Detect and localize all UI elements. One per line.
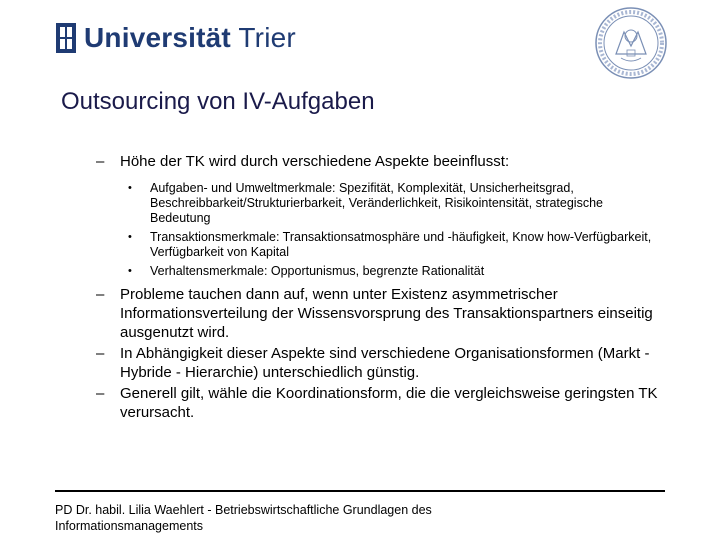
bullet-dash: –	[96, 153, 105, 170]
slide-body	[96, 152, 666, 424]
university-seal-icon	[594, 6, 668, 80]
sub-bullet-dot: •	[128, 231, 132, 243]
bullet-item	[96, 152, 666, 171]
bullet-text: Generell gilt, wähle die Koordinationsform, die die vergleichsweise geringsten TK verursacht.	[120, 385, 658, 421]
logo-word-trier: Trier	[238, 22, 296, 53]
sub-bullet-list	[126, 181, 666, 279]
bullet-text: Probleme tauchen dann auf, wenn unter Existenz asymmetrischer Informationsverteilung der Wissensvorsprung des Transaktionspartners einseitig ausgenutzt wird.	[120, 286, 653, 341]
sub-bullet-item	[126, 264, 666, 279]
bullet-text: Höhe der TK wird durch verschiedene Aspekte beeinflusst:	[120, 153, 510, 170]
bullet-dash: –	[96, 385, 105, 402]
logo-wordmark	[84, 22, 296, 54]
bullet-item	[96, 344, 666, 382]
sub-bullet-text: Verhaltensmerkmale: Opportunismus, begrenzte Rationalität	[150, 264, 485, 278]
university-logo	[56, 18, 296, 58]
sub-bullet-dot: •	[128, 182, 132, 194]
bullet-dash: –	[96, 345, 105, 362]
sub-bullet-item	[126, 230, 666, 260]
sub-bullet-text: Transaktionsmerkmale: Transaktionsatmosphäre und -häufigkeit, Know how-Verfügbarkeit, Verfügbarkeit von Kapital	[150, 230, 652, 259]
sub-bullet-text: Aufgaben- und Umweltmerkmale: Spezifität, Komplexität, Unsicherheitsgrad, Beschreibbarkeit/Strukturierbarkeit, Veränderlichkeit, Risikointensität, strategische Bedeutung	[150, 181, 603, 225]
footer-divider	[55, 490, 665, 492]
slide-title: Outsourcing von IV-Aufgaben	[61, 88, 375, 115]
sub-bullet-dot: •	[128, 265, 132, 277]
logo-word-universitaet: Universität	[84, 22, 231, 53]
bullet-item	[96, 285, 666, 342]
bullet-text: In Abhängigkeit dieser Aspekte sind verschiedene Organisationsformen (Markt - Hybride - Hierarchie) unterschiedlich günstig.	[120, 345, 650, 381]
university-logo-mark-icon	[56, 23, 76, 53]
sub-bullet-item	[126, 181, 666, 226]
footer-text: PD Dr. habil. Lilia Waehlert - Betriebswirtschaftliche Grundlagen des Informationsmanagements	[55, 503, 432, 533]
bullet-dash: –	[96, 286, 105, 303]
bullet-item	[96, 384, 666, 422]
